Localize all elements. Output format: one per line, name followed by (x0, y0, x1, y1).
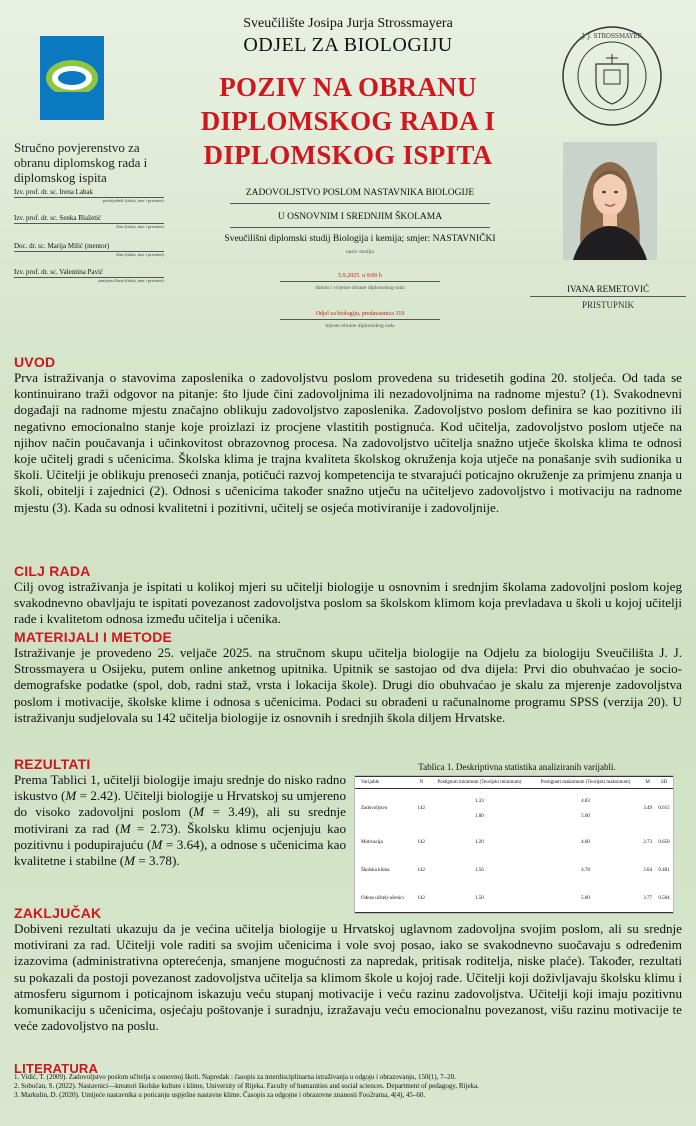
table-cell: 3.64 (643, 868, 653, 873)
table-cell: Školska klima (361, 868, 390, 873)
table-cell: 142 (417, 806, 425, 812)
table-header: Postignuti minimum (Teorijski minimum) (428, 777, 531, 789)
reference-item: 1. Vidić, T. (2009). Zadovoljstvo poslom učitelja u osnovnoj školi. Napredak : časopis za interdisciplinarna istraživanja u odgoju i obrazovanju, 150(1), 7–20. (14, 1073, 456, 1081)
table-cell: 4.60 (581, 840, 590, 845)
section-text: Cilj ovog istraživanja je ispitati u kolikoj mjeri su učitelji biologije u osnovnim i srednjim školama zadovoljni poslom kojeg svakodnevno obavljaju te ispitati povezanost zadovoljstva poslom sa školskom klimom koja prevladava u školi u kojoj učitelji rade i kvalitetom odnosa između učitelja i učenika. (14, 579, 682, 627)
table-cell: Zadovoljstvo (361, 806, 388, 812)
aim-section (14, 563, 682, 628)
page-title (150, 70, 546, 172)
title-line: DIPLOMSKOG ISPITA (203, 140, 493, 170)
table-row (355, 857, 673, 885)
member-name: Izv. prof. dr. sc. Irena Labak (14, 188, 164, 198)
section-heading: REZULTATI (14, 756, 91, 772)
table-cell: 1.56 (475, 868, 484, 873)
study-caption: naziv studija (346, 249, 374, 255)
table-cell: 142 (417, 868, 425, 873)
stats-table-block (350, 762, 684, 914)
stats-table (354, 775, 674, 914)
university-seal (560, 24, 664, 128)
table-cell: 142 (415, 885, 428, 913)
methods-section (14, 629, 682, 726)
committee-member (14, 214, 164, 229)
table-cell: 0.650 (658, 840, 670, 845)
committee-member (14, 268, 164, 283)
table-cell: 0.584 (655, 885, 673, 913)
member-name: Doc. dr. sc. Marija Milić (mentor) (14, 242, 164, 252)
thesis-underline (230, 203, 490, 204)
member-name: Izv. prof. dr. sc. Senka Blažetić (14, 214, 164, 224)
table-cell: Odnos učitelj-učenici (355, 885, 415, 913)
conclusion-section (14, 905, 682, 1034)
section-heading: MATERIJALI I METODE (14, 629, 173, 645)
student-photo (563, 142, 657, 260)
section-heading: CILJ RADA (14, 563, 91, 579)
table-cell: 2.73 (643, 840, 653, 845)
member-name: Izv. prof. dr. sc. Valentina Pavić (14, 268, 164, 278)
thesis-title-line1: ZADOVOLJSTVO POSLOM NASTAVNIKA BIOLOGIJE (245, 188, 475, 198)
reference-item: 3. Markulin, D. (2020). Umijeće nastavnika u poticanju uspješne nastavne klime. Časopis za odgojne i obrazovne znanosti Foo2rama, 4(4), 45–60. (14, 1091, 426, 1099)
study-programme: Sveučilišni diplomski studij Biologija i kemija; smjer: NASTAVNIČKI (224, 234, 496, 244)
student-block (530, 284, 686, 310)
table-header: SD (655, 777, 673, 789)
member-role: predsjednik (titula, ime i prezime) (102, 198, 164, 203)
student-role: PRISTUPNIK (581, 300, 634, 310)
references-section (14, 1061, 682, 1100)
datetime-underline (280, 281, 440, 282)
reference-item: 2. Sobočan, S. (2022). Nastavnici—kreatori školske kulture i klime, University of Rijeka. Faculty of humanities and social sciences. Department of pedagogy, Rijeka. (14, 1082, 479, 1090)
committee-title: Stručno povjerenstvo za obranu diplomskog rada i diplomskog ispita (14, 140, 148, 185)
member-role: zamjena člana (titula, ime i prezime) (98, 278, 164, 283)
section-heading: LITERATURA (14, 1061, 99, 1076)
defense-datetime: 5.9.2025. u 9:00 h (338, 273, 382, 279)
intro-section (14, 354, 682, 516)
table-header: Varijable (355, 777, 415, 789)
table-cell: 3.49 (643, 806, 653, 812)
thesis-underline (230, 227, 490, 228)
location-underline (280, 319, 440, 320)
student-name: IVANA REMETOVIĆ (530, 284, 686, 297)
member-role: član (titula, ime i prezime) (116, 224, 164, 229)
table-header-row (355, 777, 673, 789)
title-line: DIPLOMSKOG RADA I (200, 106, 496, 136)
table-cell: 4.83 5.00 (581, 798, 590, 819)
table-cell: 1.50 (428, 885, 531, 913)
table-cell: 1.33 1.00 (475, 798, 484, 819)
datetime-caption: datum i vrijeme obrane diplomskog rada (315, 285, 405, 291)
university-name: Sveučilište Josipa Jurja Strossmayera (243, 16, 453, 31)
table-cell: 142 (417, 840, 425, 845)
table-row (355, 789, 673, 829)
table-cell: 0.481 (658, 868, 670, 873)
table-cell: 1.20 (475, 840, 484, 845)
section-text: Istraživanje je provedeno 25. veljače 2025. na stručnom skupu učitelja biologije na Odjelu za biologiju Sveučilišta J. J. Strossmayera u Osijeku, putem online anketnog upitnika. Upitnik se sastojao od dva dijela: Prvi dio obuhvaćao je socio-demografske podatke (spol, dob, radni staž, vrsta i lokacija škole). Drugi dio obuhvaćao je skalu za mjerenje zadovoljstva poslom i motivacije, školske klime i odnosa s učenicima. Podaci su obrađeni u računalnome programu SPSS (verzija 20). U istraživanju sudjelovala su 142 učitelja biologije iz osnovnih i srednjih škola diljem Hrvatske. (14, 645, 682, 725)
table-header: N (415, 777, 428, 789)
location-caption: mjesto obrane diplomskog rada (325, 323, 395, 329)
table-caption: Tablica 1. Deskriptivna statistika analiziranih varijabli. (418, 762, 616, 772)
section-text: Prva istraživanja o stavovima zaposlenika o zadovoljstvu poslom provedena su tridesetih godina 20. stoljeća. Od tada se kontinuirano traži odgovor na pitanje: što ljude čini zadovoljnima ili nezadovoljnima na radnome mjestu? (1). Svakodnevni događaji na radnome mjestu značajno oblikuju zadovoljstvo zaposlenika. Zadovoljstvo poslom definira se kao pozitivno ili negativno emocionalno stanje koje proizlazi iz procjene vlastitih postignuća. Kod učitelja, zadovoljstvo poslom utječe na njihov način poučavanja i učinkovitost obrazovnog procesa. Na zadovoljstvo učitelja snažno utječe školska klima te odnosi koje učitelj gradi s učenicima. Školska klima je trajna kvaliteta školskog okruženja koja utječe na ponašanje svih sudionika u školi. Učitelji je oblikuju prenoseći znanja, potičući razvoj kompetencija te stvarajući poticajno okruženje za primjenu znanja u školi, obitelji i zajednici (2). Odnosi s učenicima također snažno utječu na učiteljevo zadovoljstvo i motivaciju na radnome mjestu (3). Kada su odnosi kvalitetni i pozitivni, učitelj se osjeća motiviranije i zadovoljnije. (14, 370, 682, 515)
table-row (355, 829, 673, 857)
committee-member (14, 242, 164, 257)
table-header: Postignuti maksimum (Teorijski maksimum) (531, 777, 640, 789)
results-section (14, 772, 346, 869)
section-text: Prema Tablici 1, učitelji biologije imaju srednje do nisko radno iskustvo (M = 2.42). Učitelji biologije u Hrvatskoj su umjereno do visoko zadovoljni poslom (M = 3.49), ali su srednje motivirani za rad (M = 2.73). Školsku klimu ocjenjuju kao pozitivnu i podupirajuću (M = 3.64), a odnose s učenicima kao kvalitetne i stabilne (M = 3.78). (14, 772, 346, 869)
table-cell: 0.615 (658, 806, 670, 812)
thesis-title-line2: U OSNOVNIM I SREDNJIM ŠKOLAMA (277, 212, 443, 222)
section-heading: UVOD (14, 354, 56, 370)
department-name: ODJEL ZA BIOLOGIJU (243, 34, 453, 56)
results-heading-wrap (14, 756, 90, 772)
department-logo (34, 30, 110, 126)
svg-text:J. J. STROSSMAYER: J. J. STROSSMAYER (581, 33, 643, 40)
title-line: POZIV NA OBRANU (219, 72, 477, 102)
section-heading: ZAKLJUČAK (14, 905, 102, 921)
member-role: član (titula, ime i prezime) (116, 252, 164, 257)
section-text: Dobiveni rezultati ukazuju da je većina učitelja biologije u Hrvatskoj uglavnom zadovoljna svojim poslom, ali su srednje motivirani za rad. Učitelji vole raditi sa svojim učenicima i vole svoj posao, iako se svakodnevno suočavaju s određenim izazovima (administrativna opterećenja, smanjene mogućnosti za napredak, pritisak roditelja, niske plaće). Također, rezultati su pokazali da postoji povezanost zadovoljstva učitelja sa klimom škole u kojoj rade. Učitelji koji doživljavaju školsku klimu i atmosferu sigurnom i poticajnom iskazuju veću stupanj motivacije i veću razinu zadovoljstva. Učitelji koji imaju pozitivnu komunikaciju s učenicima, osjećaju poštovanje i suradnju, izražavaju veću emocionalnu povezanost, višu razinu motivacije te veće zadovoljstvo na poslu. (14, 921, 682, 1034)
table-cell: Motivacija (361, 840, 383, 845)
table-header: M (640, 777, 655, 789)
table-cell: 4.78 (581, 868, 590, 873)
table-cell: 3.77 (640, 885, 655, 913)
committee-member (14, 188, 164, 203)
table-cell: 5.00 (531, 885, 640, 913)
defense-location: Odjel za biologiju, predavaonica 319 (315, 311, 405, 317)
